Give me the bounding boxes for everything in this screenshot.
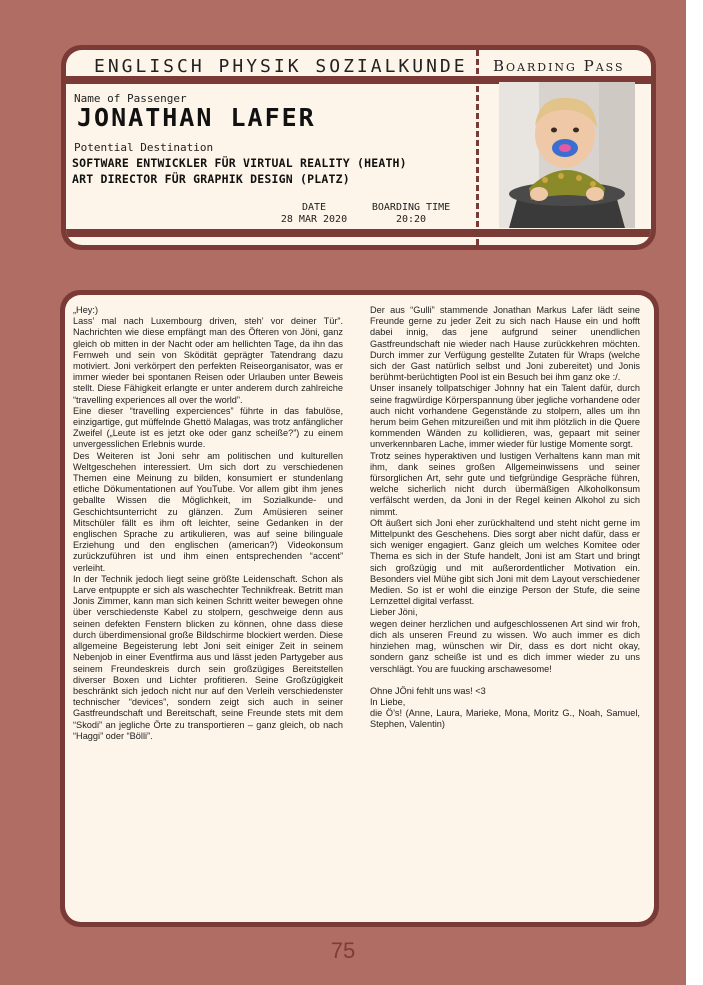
paragraph: Oft äußert sich Joni eher zurückhaltend und steht nicht gerne im Mittelpunkt des Geschehens. Dies sorgt aber nicht dafür, dass er sich weniger engagiert. Ganz gleich um welches Komitee oder Thema es sich in der Stufe handelt, Joni ist am Start und bringt sich großzügig und mit außerordentlicher Motivation ein. Besonders viel Mühe gibt sich Joni mit dem Layout verschiedener Medien. So ist er wohl die einzige Person der Stufe, die seine Lernzettel digital verfasst. xyxy=(370,517,640,607)
passenger-name: JONATHAN LAFER xyxy=(77,103,316,132)
right-column xyxy=(370,305,640,731)
paragraph: Lieber Jöni, xyxy=(370,607,418,618)
text-panel-paper xyxy=(65,295,654,922)
paragraph: Unser insanely tollpatschiger Johnny hat ein Talent dafür, durch seine fragwürdige Körperspannung über jegliche vorhandene oder auch nicht vorhandene Gegenstände zu stolpern, alles um ihn herum beim Gehen mitzureißen und mit ihm plötzlich in die Quere kommenden Wänden zu kollidieren, was, gepaart mit seiner unverkennbaren Lache, immer wieder für lustige Momente sorgt. xyxy=(370,383,640,450)
paragraph: Des Weiteren ist Joni sehr am politischen und kulturellen Weltgeschehen interessiert. Um sich dort zu verschiedenen Themen eine Meinung zu bilden, konsumiert er stundenlang etliche Dökumentationen auf YouTube. Vor allem gibt ihm jenes geballte Wissen die Möglichkeit, im Sozialkunde- und Geschichtsunterricht zu glänzen. Zum Amüsieren seiner Mitschüler fällt es ihm oft leichter, seine Gedanken in der englischen Sprache zu artikulieren, was auf seine bilinguale Erziehung und den englischen (american?) Videokonsum zurückzuführen ist und ihm einen entsprechenden “accent” verleiht. xyxy=(73,450,343,573)
destination-label: Potential Destination xyxy=(74,141,214,154)
date-block xyxy=(272,202,356,226)
date-value: 28 MAR 2020 xyxy=(280,214,348,225)
left-column xyxy=(73,305,343,742)
destination-line-2: ART DIRECTOR FÜR GRAPHIK DESIGN (PLATZ) xyxy=(72,172,350,186)
paragraph: wegen deiner herzlichen und aufgeschlossenen Art sind wir froh, dich als unseren Freund zu wissen. Wo auch immer es dich hinziehen mag, wünschen wir Dir, dass es dort nicht okay, sondern ganz scheiße ist und es dich immer wieder zu uns verschlägt. You are fuucking arschawesome! xyxy=(370,618,640,674)
paragraph: „Hey:) xyxy=(73,305,99,315)
page-edge xyxy=(686,0,703,985)
closing-line: In Liebe, xyxy=(370,696,406,707)
subjects-header: ENGLISCH PHYSIK SOZIALKUNDE xyxy=(94,56,468,77)
boarding-pass-title: Boarding Pass xyxy=(493,57,625,75)
name-label: Name of Passenger xyxy=(74,92,187,105)
passenger-photo xyxy=(499,82,635,228)
ticket-perforation xyxy=(476,50,479,245)
paragraph: In der Technik jedoch liegt seine größte Leidenschaft. Schon als Larve entpuppte er sich als waschechter Technikfreak. Betritt man Jonis Zimmer, kann man sich keinen Schritt weiter bewegen ohne über verschiedenste Kabel zu stolpern, geschweige denn aus seinen defekten Fenstern blicken zu können, ohne dass diese durch überdimensional große Bildschirme blockiert werden. Diese allgemeine Begeisterung lebt Joni seit einiger Zeit in seinem Nebenjob in einer Eventfirma aus und lässt jeden Partygeber aus seinem Freundeskreis durch sein großzügiges Bereitstellen diverser Boxen und Lichter profitieren. Seine Großzügigkeit beschränkt sich jedoch nicht nur auf den Verleih verschiedenster technischer “devices”, sondern zeigt sich auch in seiner Gastfreundschaft und Bereitschaft, seine Freunde stets mit dem “Skodi” an jegliche Örte zu transportieren – ganz gleich, ob nach “Haggi” oder “Bölli”. xyxy=(73,573,343,741)
date-label: DATE xyxy=(301,202,327,213)
closing-signature: die Ö’s! (Anne, Laura, Marieke, Mona, Moritz G., Noah, Samuel, Stephen, Valentin) xyxy=(370,708,640,730)
ticket-bottom-bar xyxy=(66,229,651,237)
paragraph: Der aus “Gulli” stammende Jonathan Markus Lafer lädt seine Freunde gerne zu jeder Zeit zu sich nach Hause ein und hofft dabei innig, das jene aufgrund seiner unendlichen Gastfreundschaft nie wieder nach Hause zurückkehren möchten. Durch immer zur Verfügung gestellte Zutaten für Wraps (welche sich der Gast natürlich selbst und Joni zubereitet) und Jonis berühmt-berüchtigten Pool ist ein Besuch bei ihm ganz oke :/. xyxy=(370,305,640,383)
boarding-pass xyxy=(61,45,656,250)
boarding-time-value: 20:20 xyxy=(395,214,427,225)
page-number: 75 xyxy=(330,938,356,963)
boarding-time-label: BOARDING TIME xyxy=(371,202,451,213)
text-panel xyxy=(60,290,659,927)
paragraph: Lass’ mal nach Luxembourg driven, steh’ vor deiner Tür”. Nachrichten wie diese empfängt man des Öfteren von Jöni, ganz gleich ob mitten in der Nacht oder am hellichten Tage, da ihn das Fernweh und sein von Sködität geprägter Tatendrang dazu motiviert. Joni verkörpert den perfekten Reiseorganisator, was er immer wieder bei spontanen Reisen oder Urlauben unter Beweis stellt. Diese Fähigkeit erlangte er unter anderem durch zahlreiche “travelling experiences all over the world”. xyxy=(73,316,343,405)
boarding-pass-ticket xyxy=(66,50,651,245)
destination-line-1: SOFTWARE ENTWICKLER FÜR VIRTUAL REALITY (HEATH) xyxy=(72,156,407,170)
closing-line: Ohne JÖni fehlt uns was! <3 xyxy=(370,685,486,696)
boarding-time-block xyxy=(366,202,456,226)
paragraph: Eine dieser “travelling experciences” führte in das fabulöse, einzigartige, gut müffelnde Ghettö Malagas, was trotz anfänglicher Zweifel („Leute ist es jetzt oke oder ganz scheiße?”) zu einem unvergesslichen Erlebnis wurde. xyxy=(73,405,343,450)
paragraph: Trotz seines hyperaktiven und lustigen Verhaltens kann man mit ihm, dank seines großen Allgemeinwissens und seiner fürsorglichen Art, sehr gute und tiefgründige Gespräche führen, welche sicherlich nicht durch übermäßigen Alkoholkonsum verfälscht werden, da Joni in der Regel keinen Alkohol zu sich nimmt. xyxy=(370,450,640,517)
